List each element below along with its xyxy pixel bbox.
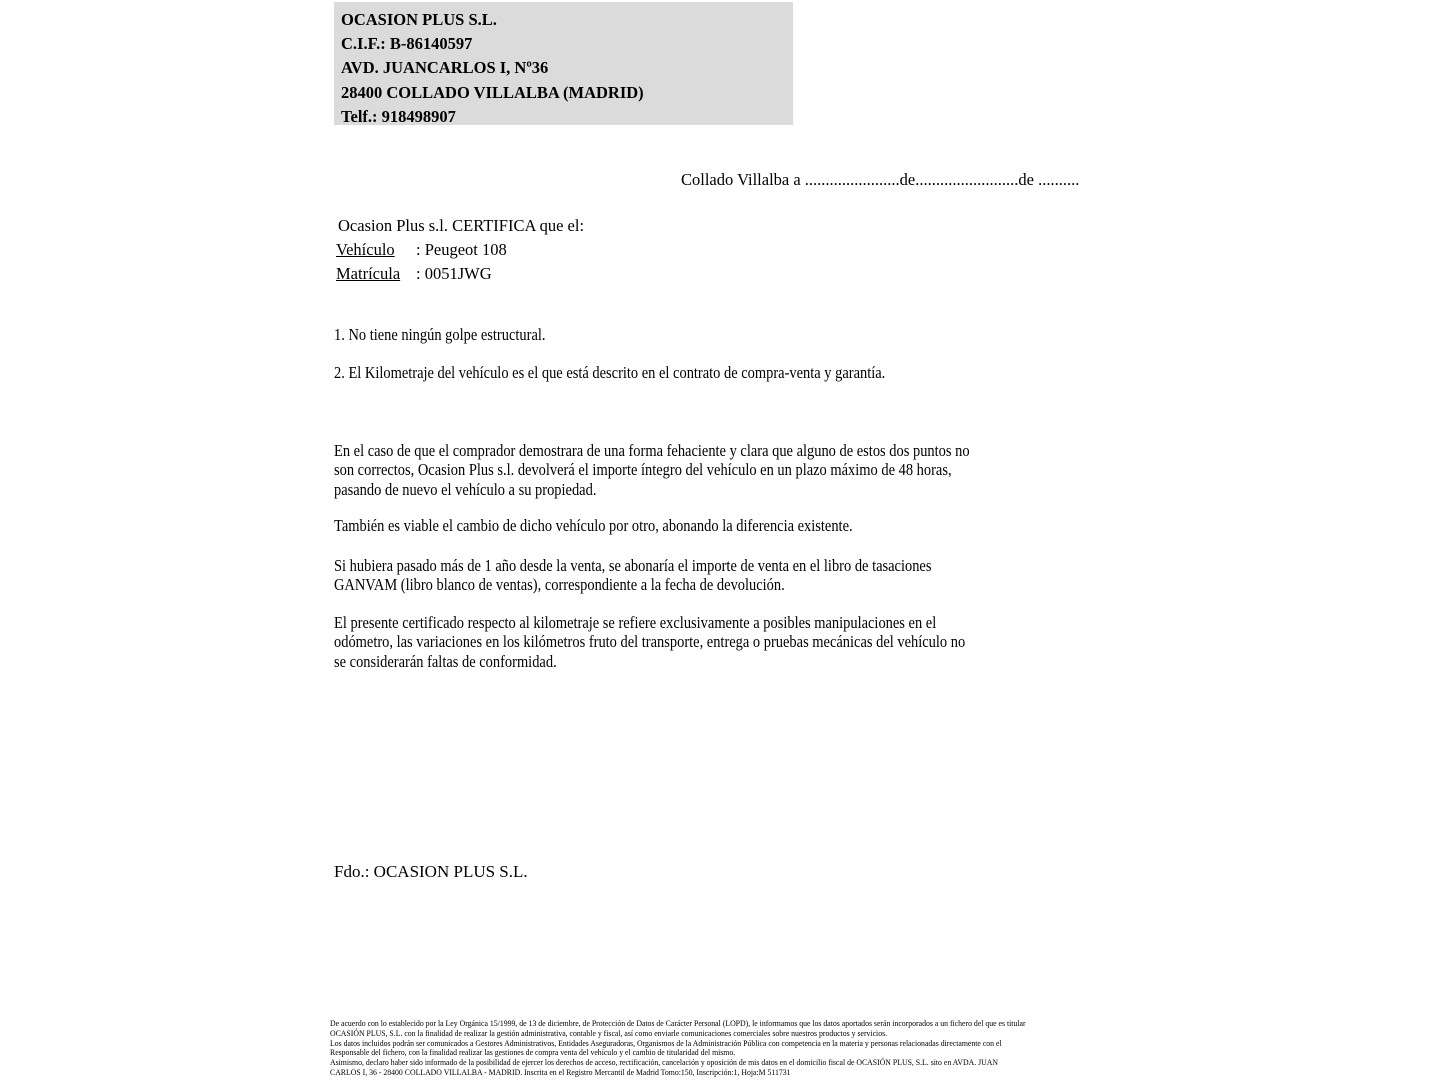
fineprint-line: Asimismo, declaro haber sido informado de la posibilidad de ejercer los derechos de acceso, rectificación, cancelación y oposición de mis datos en el domicilio fiscal de OCASIÓN PLUS, S.L. sito en AVDA. JUAN	[330, 1058, 998, 1067]
odometer-paragraph	[334, 613, 965, 671]
paragraph-line: También es viable el cambio de dicho vehículo por otro, abonando la diferencia existente.	[334, 516, 853, 535]
plate-label: Matrícula	[336, 264, 401, 283]
exchange-paragraph	[334, 516, 853, 535]
certificate-point-2: 2. El Kilometraje del vehículo es el que está descrito en el contrato de compra-venta y garantía.	[334, 363, 886, 382]
fineprint-line: CARLOS I, 36 - 28400 COLLADO VILLALBA - MADRID. Inscrita en el Registro Mercantil de Madrid Tomo:150, Inscripción:1, Hoja:M 511731	[330, 1067, 791, 1077]
vehicle-separator: :	[416, 240, 425, 259]
vehicle-label-container	[336, 240, 416, 260]
paragraph-line: se considerarán faltas de conformidad.	[334, 651, 557, 671]
company-name: OCASION PLUS S.L.	[341, 10, 497, 29]
company-city: 28400 COLLADO VILLALBA (MADRID)	[341, 82, 644, 102]
fineprint-line: Los datos incluidos podrán ser comunicados a Gestores Administrativos, Entidades Aseguradoras, Organismos de la Administración Pública con competencia en la materia y personas relacionadas directamente con el	[330, 1038, 1002, 1048]
company-address: AVD. JUANCARLOS I, Nº36	[341, 58, 549, 78]
plate-value: 0051JWG	[424, 264, 492, 283]
company-cif: C.I.F.: B-86140597	[341, 34, 473, 54]
vehicle-label: Vehículo	[336, 240, 395, 259]
paragraph-line: Si hubiera pasado más de 1 año desde la venta, se abonaría el importe de venta en el libro de tasaciones	[334, 556, 932, 575]
certification-heading: Ocasion Plus s.l. CERTIFICA que el:	[338, 216, 585, 235]
paragraph-line: GANVAM (libro blanco de ventas), correspondiente a la fecha de devolución.	[334, 575, 785, 595]
fineprint-line: OCASIÓN PLUS, S.L. con la finalidad de realizar la gestión administrativa, contable y fiscal, así como enviarle comunicaciones comerciales sobre nuestros productos y servicios.	[330, 1028, 888, 1038]
signature-line: Fdo.: OCASION PLUS S.L.	[334, 862, 528, 881]
ganvam-paragraph	[334, 556, 931, 595]
fineprint-line: Responsable del fichero, con la finalidad realizar las gestiones de compra venta del vehículo y el cambio de titularidad del mismo.	[330, 1048, 736, 1058]
fineprint-line: De acuerdo con lo establecido por la Ley Orgánica 15/1999, de 13 de diciembre, de Protección de Datos de Carácter Personal (LOPD), le informamos que los datos aportados serán incorporados a un fichero del que es titular	[330, 1019, 1026, 1028]
company-header-box	[334, 2, 793, 125]
plate-row	[336, 264, 492, 284]
paragraph-line: El presente certificado respecto al kilometraje se refiere exclusivamente a posibles manipulaciones en el	[334, 613, 937, 632]
paragraph-line: son correctos, Ocasion Plus s.l. devolverá el importe íntegro del vehículo en un plazo máximo de 48 horas,	[334, 460, 952, 480]
certificate-point-1: 1. No tiene ningún golpe estructural.	[334, 325, 546, 344]
date-blank-line: Collado Villalba a .......................de.........................de ..........	[681, 170, 1080, 189]
plate-label-container	[336, 264, 416, 284]
legal-fineprint	[330, 1019, 1026, 1078]
refund-paragraph	[334, 441, 970, 499]
company-phone: Telf.: 918498907	[341, 106, 456, 126]
paragraph-line: pasando de nuevo el vehículo a su propiedad.	[334, 479, 597, 499]
vehicle-row	[336, 240, 507, 260]
vehicle-value: Peugeot 108	[424, 240, 507, 259]
paragraph-line: odómetro, las variaciones en los kilómetros fruto del transporte, entrega o pruebas mecánicas del vehículo no	[334, 632, 966, 652]
plate-separator: :	[416, 264, 425, 283]
paragraph-line: En el caso de que el comprador demostrara de una forma fehaciente y clara que alguno de estos dos puntos no	[334, 441, 970, 460]
